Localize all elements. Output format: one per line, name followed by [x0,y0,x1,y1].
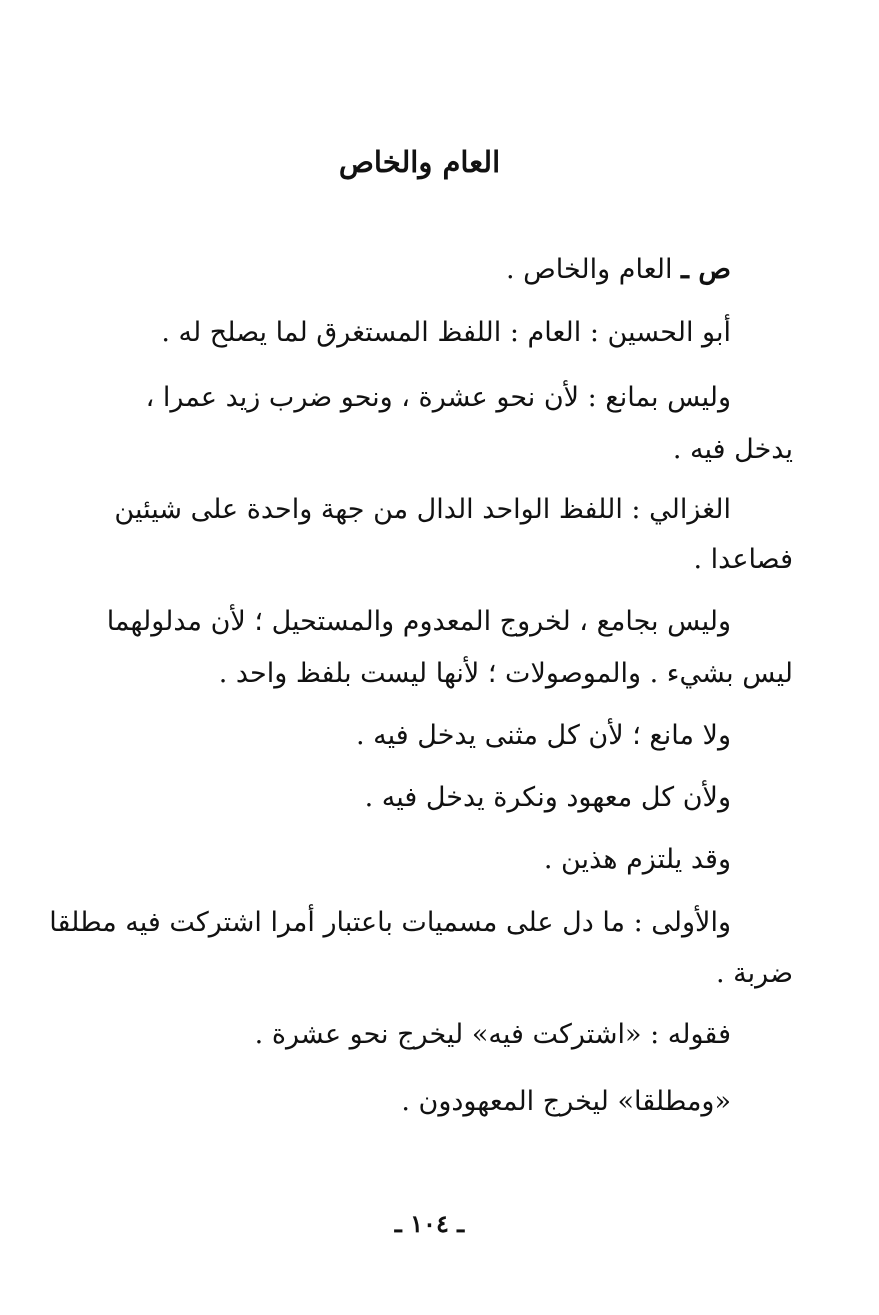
text-line-13: ضربة . [716,958,793,989]
page-number: ـ ١٠٤ ـ [394,1209,465,1238]
text-line-7: وليس بجامع ، لخروج المعدوم والمستحيل ؛ لأن مدلولهما [106,606,731,637]
text-line-4: يدخل فيه . [672,434,793,465]
text-line-1 [506,250,731,290]
text-line-9: ولا مانع ؛ لأن كل مثنى يدخل فيه . [356,720,731,751]
text-line-10: ولأن كل معهود ونكرة يدخل فيه . [364,782,731,813]
text-line-14: فقوله : «اشتركت فيه» ليخرج نحو عشرة . [254,1019,731,1050]
text-line-3: وليس بمانع : لأن نحو عشرة ، ونحو ضرب زيد عمرا ، [145,382,731,413]
line-text: العام والخاص . [505,254,673,285]
text-line-2: أبو الحسين : العام : اللفظ المستغرق لما يصلح له . [161,317,731,348]
text-line-12: والأولى : ما دل على مسميات باعتبار أمرا اشتركت فيه مطلقا [49,907,731,938]
text-line-15: «ومطلقا» ليخرج المعهودون . [401,1086,731,1117]
text-line-5: الغزالي : اللفظ الواحد الدال من جهة واحدة على شيئين [114,494,731,525]
text-line-11: وقد يلتزم هذين . [543,844,731,875]
page-title: العام والخاص [338,145,501,179]
section-marker: ص ـ [681,254,731,285]
text-line-6: فصاعدا . [693,544,793,575]
text-line-8: ليس بشيء . والموصولات ؛ لأنها ليست بلفظ واحد . [218,658,793,689]
